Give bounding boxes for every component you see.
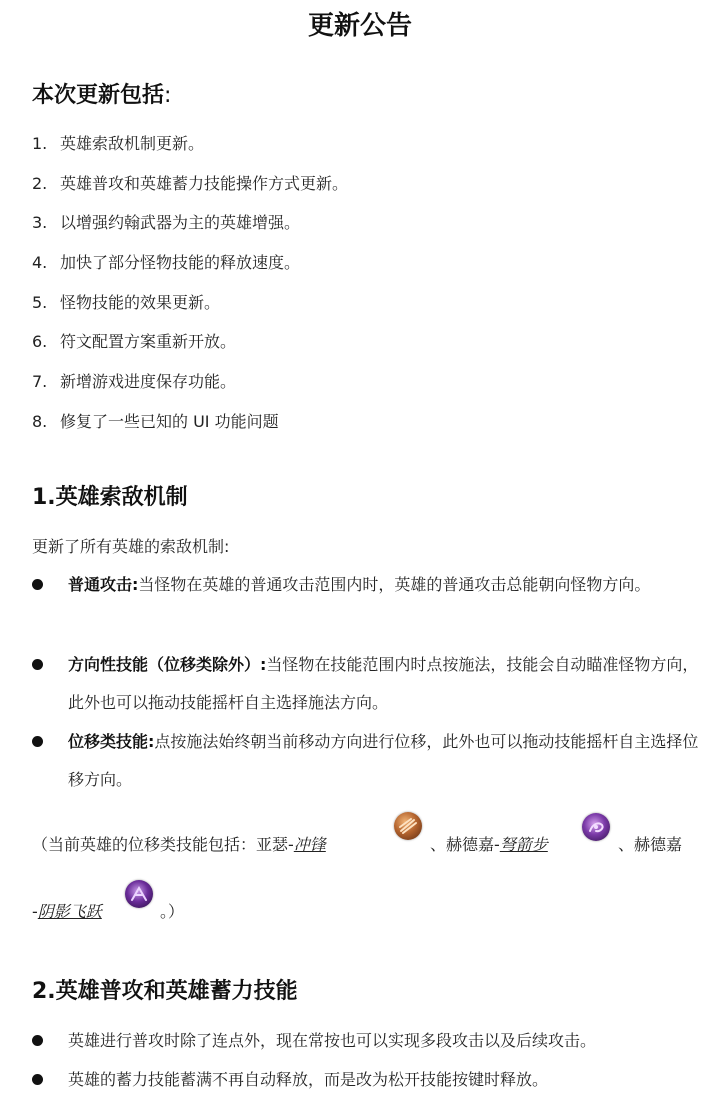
summary-heading-text: 本次更新包括 [32,83,165,108]
bullet-dot-icon [32,579,43,590]
skill-name-crossbow-step[interactable]: 弩箭步 [499,835,548,854]
bullet-body [68,1061,700,1099]
list-item-number: 3. [32,213,48,233]
bullet-dot-icon [32,1035,43,1046]
note-prefix: （当前英雄的位移类技能包括：亚瑟- [32,835,294,854]
list-item [32,245,348,285]
list-item-number: 6. [32,332,48,352]
section2-heading: 2.英雄普攻和英雄蓄力技能 [32,979,298,1004]
bullet-body [68,723,700,799]
bullet-text: 当怪物在技能范围内时点按施法，技能会自动瞄准怪物方向，此外也可以拖动技能摇杆自主选择施法方向。 [68,655,699,712]
list-item-text: 新增游戏进度保存功能。 [60,372,237,392]
bullet-term: 方向性技能（位移类除外）: [68,655,267,674]
list-item [32,404,348,444]
list-item-number: 8. [32,411,48,431]
displacement-skills-note [32,831,326,859]
bullet-text: 英雄的蓄力技能蓄满不再自动释放，而是改为松开技能按键时释放。 [68,1070,549,1089]
bullet-text: 当怪物在英雄的普通攻击范围内时，英雄的普通攻击总能朝向怪物方向。 [138,575,651,594]
bullet-item [32,566,700,604]
note-separator: 、赫德嘉- [430,835,500,854]
list-item-text: 怪物技能的效果更新。 [60,292,221,312]
list-item-number: 4. [32,253,48,273]
displacement-skills-note-line2 [32,898,102,926]
list-item [32,324,348,364]
note-dash: - [32,902,38,921]
bullet-text: 英雄进行普攻时除了连点外，现在常按也可以实现多段攻击以及后续攻击。 [68,1031,597,1050]
bullet-item [32,1022,700,1060]
section1-intro: 更新了所有英雄的索敌机制: [32,537,230,556]
list-item [32,126,348,166]
bullet-dot-icon [32,1074,43,1085]
list-item [32,205,348,245]
list-item-text: 英雄普攻和英雄蓄力技能操作方式更新。 [60,173,349,193]
summary-heading-colon: : [164,83,172,108]
list-item-text: 加快了部分怪物技能的释放速度。 [60,253,301,273]
bullet-term: 普通攻击: [68,575,139,594]
update-summary-list [32,126,348,444]
bullet-body [68,1022,700,1060]
section1-heading: 1.英雄索敌机制 [32,485,188,510]
bullet-text: 点按施法始终朝当前移动方向进行位移，此外也可以拖动技能摇杆自主选择位移方向。 [68,732,699,789]
skill-name-shadow-leap[interactable]: 阴影飞跃 [37,902,102,921]
list-item-number: 1. [32,134,48,153]
displacement-skills-note-end [160,898,184,926]
bullet-item [32,1061,700,1099]
bullet-dot-icon [32,659,43,670]
list-item [32,166,348,206]
shadow-leap-skill-icon [125,880,153,908]
page-title: 更新公告 [307,11,412,41]
bullet-item [32,723,700,799]
list-item [32,364,348,404]
displacement-skills-note-part2 [430,831,548,859]
charge-skill-icon [394,812,422,840]
list-item-number: 7. [32,372,48,392]
bullet-body [68,646,700,722]
note-separator: 、赫德嘉 [618,835,683,854]
list-item-number: 5. [32,292,48,312]
bullet-body [68,566,700,604]
bullet-term: 位移类技能: [68,732,155,751]
summary-heading [32,80,171,112]
displacement-skills-note-part3 [618,831,682,859]
note-suffix: 。） [160,902,185,921]
list-item-number: 2. [32,173,48,193]
bullet-dot-icon [32,736,43,747]
list-item-text: 符文配置方案重新开放。 [60,332,237,352]
crossbow-step-skill-icon [582,813,610,841]
list-item-text: 修复了一些已知的 UI 功能问题 [60,411,279,431]
skill-name-charge[interactable]: 冲锋 [293,835,326,854]
bullet-item [32,646,700,722]
list-item-text: 英雄索敌机制更新。 [60,134,205,153]
list-item-text: 以增强约翰武器为主的英雄增强。 [60,213,301,233]
list-item [32,285,348,325]
